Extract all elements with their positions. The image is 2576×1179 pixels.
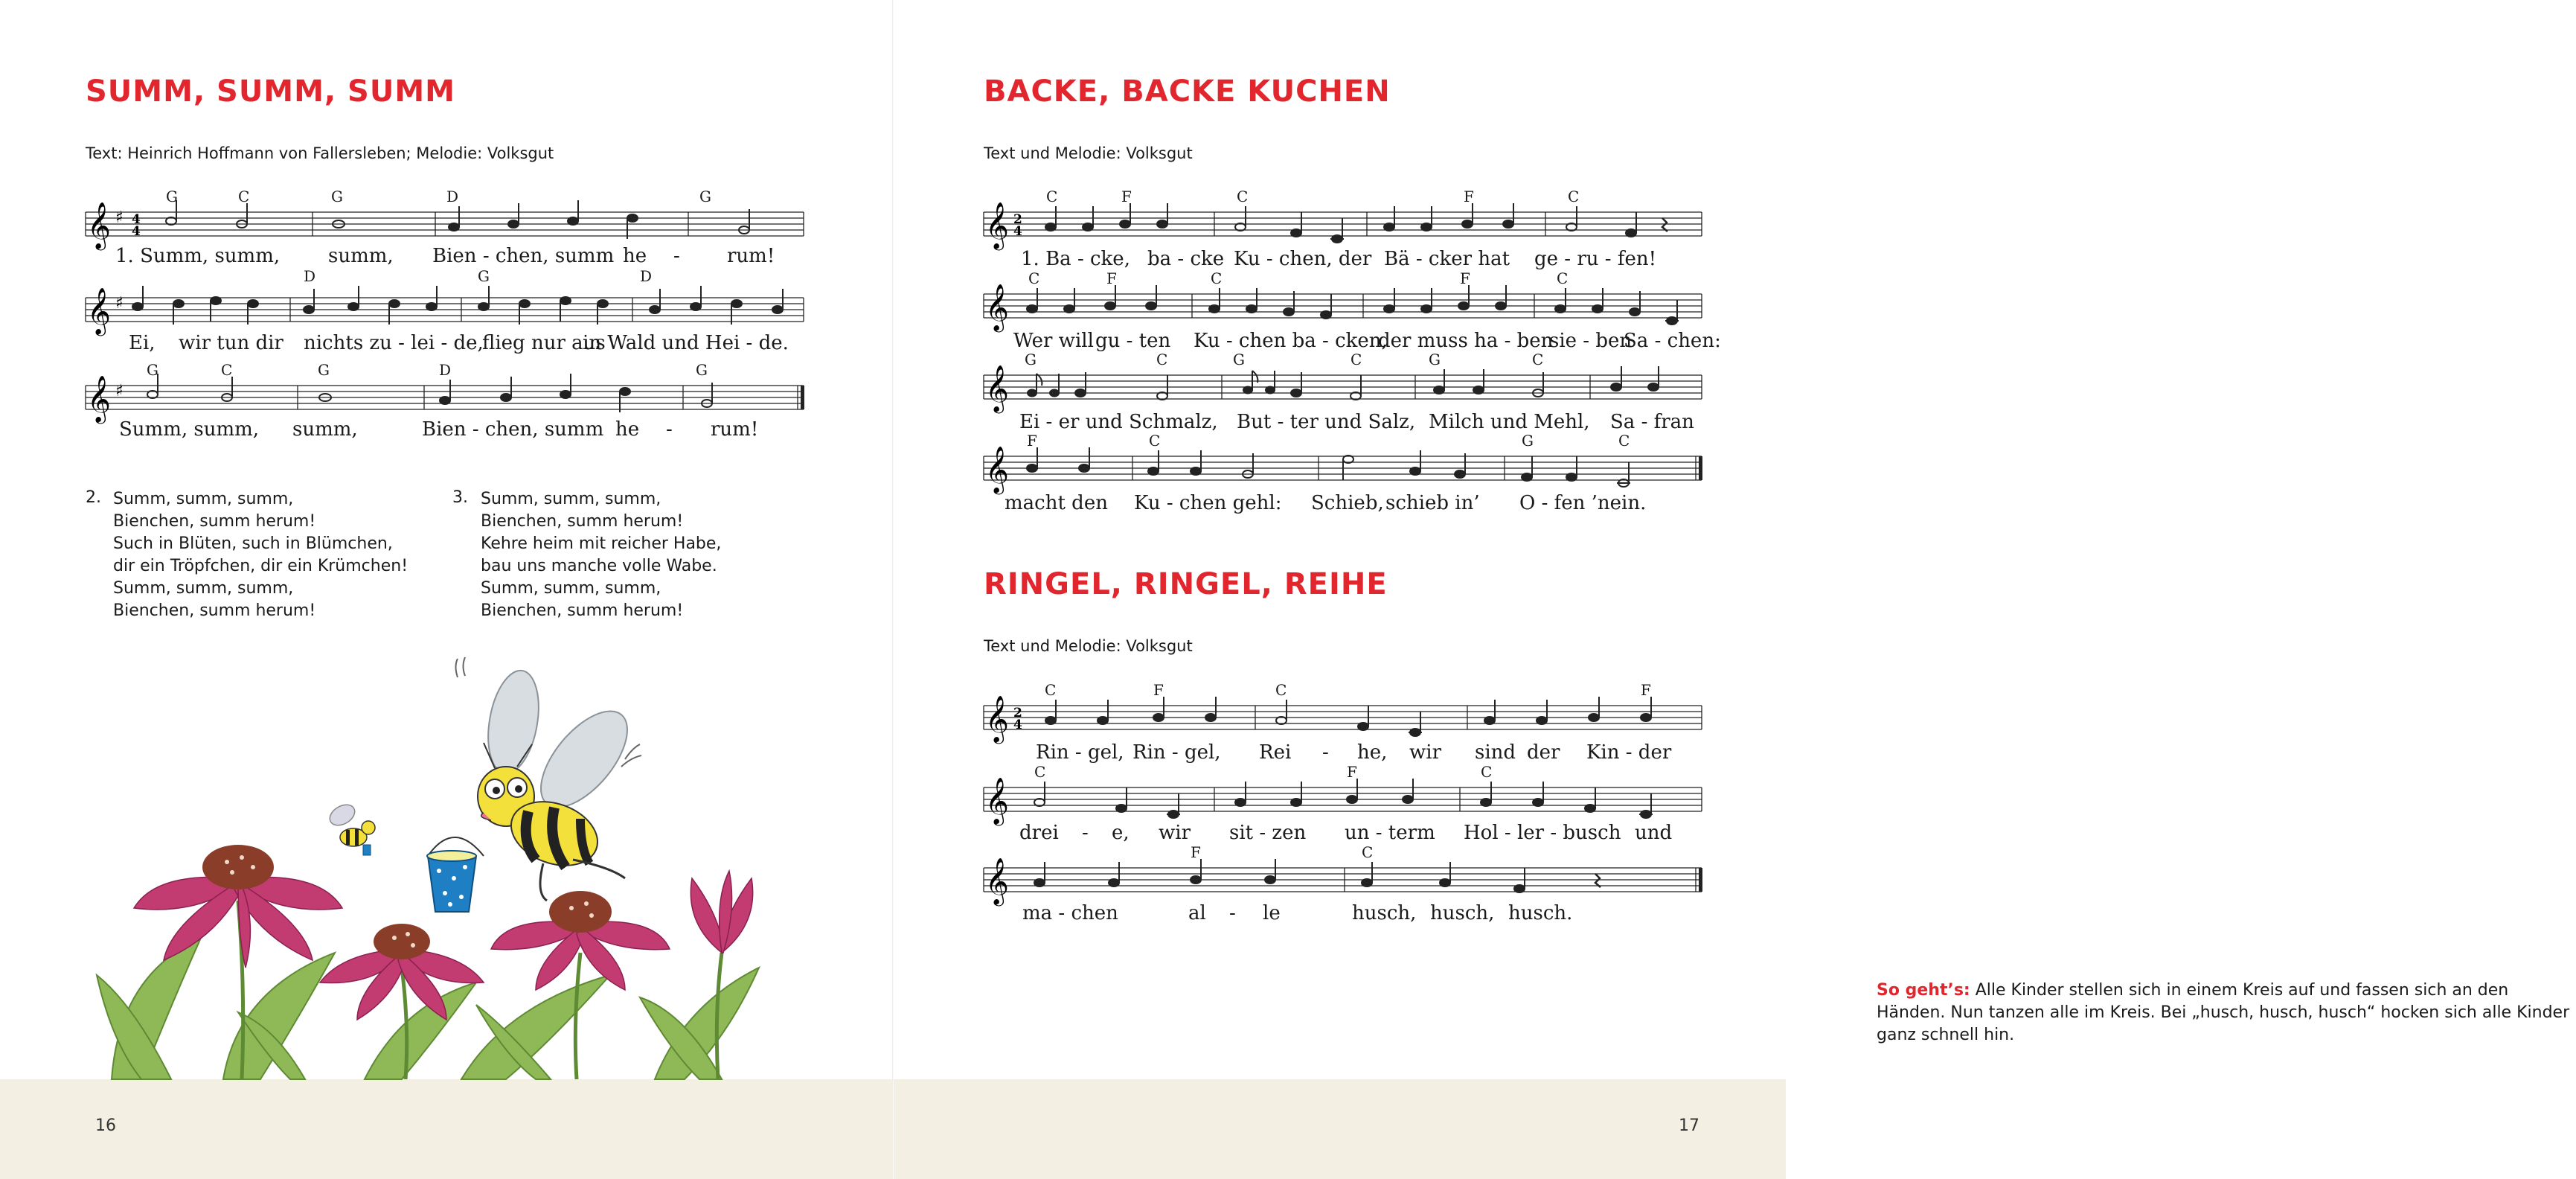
lyric-text: rum! bbox=[711, 418, 759, 441]
music-staff-backe-3 bbox=[984, 353, 1702, 435]
lyric-text: - bbox=[1322, 741, 1329, 764]
lyric-text: Wer will bbox=[1013, 330, 1094, 352]
treble-clef-icon: 𝄞 bbox=[985, 446, 1009, 493]
chord-label: F bbox=[1191, 843, 1201, 861]
lyric-text: Bien - chen, summ bbox=[432, 245, 615, 267]
treble-clef-icon: 𝄞 bbox=[985, 365, 1009, 412]
lyric-text: Summ, summ, bbox=[119, 418, 260, 441]
instructions-label: So geht’s: bbox=[1877, 981, 1970, 1000]
chord-label: G bbox=[1429, 351, 1441, 368]
lyric-text: Bä - cker hat bbox=[1384, 248, 1510, 270]
treble-clef-icon: 𝄞 bbox=[985, 695, 1009, 742]
chord-label: C bbox=[1237, 188, 1249, 205]
right-page bbox=[893, 0, 2570, 1179]
lyric-text: schieb in’ bbox=[1385, 492, 1480, 514]
stanza-line: Kehre heim mit reicher Habe, bbox=[481, 534, 722, 553]
stanza-line: Summ, summ, summ, bbox=[113, 490, 294, 508]
svg-text:4: 4 bbox=[132, 212, 141, 227]
music-staff-summ-1 bbox=[86, 188, 804, 267]
stanza-line: Such in Blüten, such in Blümchen, bbox=[113, 534, 393, 553]
lyric-text: husch, bbox=[1352, 902, 1417, 924]
chord-label: F bbox=[1464, 188, 1474, 205]
stanza-line: bau uns manche volle Wabe. bbox=[481, 557, 717, 575]
lyric-text: der bbox=[1527, 741, 1560, 764]
flower-icon bbox=[134, 845, 342, 968]
lyric-text: Kin - der bbox=[1586, 741, 1672, 764]
lyric-text: husch. bbox=[1508, 902, 1573, 924]
chord-label: F bbox=[1027, 432, 1037, 450]
chord-label: C bbox=[1568, 188, 1580, 205]
lyric-text: gu - ten bbox=[1095, 330, 1171, 352]
chord-label: C bbox=[1351, 351, 1362, 368]
svg-text:4: 4 bbox=[1013, 718, 1022, 732]
music-staff-ringel-1 bbox=[984, 683, 1702, 765]
lyric-text: he bbox=[615, 418, 640, 441]
chord-label: G bbox=[1233, 351, 1245, 368]
music-staff-ringel-3 bbox=[984, 843, 1702, 927]
lyric-text: un - term bbox=[1345, 822, 1435, 844]
chord-label: C bbox=[1034, 763, 1046, 781]
chord-label: G bbox=[166, 188, 178, 205]
lyric-text: he bbox=[623, 245, 647, 267]
chord-label: G bbox=[699, 188, 711, 205]
music-staff-backe-1 bbox=[984, 190, 1702, 272]
lyric-text: ma - chen bbox=[1022, 902, 1118, 924]
chord-label: C bbox=[1362, 843, 1374, 861]
treble-clef-icon: 𝄞 bbox=[87, 287, 111, 334]
lyric-text: Milch und Mehl, bbox=[1429, 411, 1590, 433]
song-credit-backe: Text und Melodie: Volksgut bbox=[984, 144, 1193, 162]
lyric-text: But - ter und Salz, bbox=[1237, 411, 1416, 433]
chord-label: C bbox=[1211, 269, 1223, 287]
lyric-text: Hol - ler - busch bbox=[1464, 822, 1621, 844]
lyric-text: - bbox=[666, 418, 673, 441]
chord-label: C bbox=[1149, 432, 1161, 450]
chord-label: G bbox=[318, 361, 330, 379]
lyric-text: Sa - chen: bbox=[1624, 330, 1721, 352]
chord-label: G bbox=[696, 361, 708, 379]
chord-label: F bbox=[1641, 681, 1651, 699]
lyric-text: summ, bbox=[292, 418, 358, 441]
svg-text:4: 4 bbox=[132, 224, 141, 239]
flower-bud-icon bbox=[691, 871, 752, 953]
lyric-text: Schieb, bbox=[1311, 492, 1384, 514]
lyric-text: Ku - chen ba - cken, bbox=[1194, 330, 1388, 352]
stanza-line: Summ, summ, summ, bbox=[113, 579, 294, 598]
lyric-text: flieg nur aus bbox=[482, 332, 606, 354]
treble-clef-icon: 𝄞 bbox=[87, 375, 111, 422]
treble-clef-icon: 𝄞 bbox=[985, 202, 1009, 249]
svg-text:♯: ♯ bbox=[115, 382, 124, 400]
chord-label: G bbox=[1025, 351, 1037, 368]
lyric-text: - bbox=[1229, 902, 1236, 924]
instructions-paragraph bbox=[1877, 980, 2576, 1047]
song-title-ringel: RINGEL, RINGEL, REIHE bbox=[984, 567, 1388, 601]
chord-label: G bbox=[478, 267, 490, 285]
lyric-text: wir bbox=[1159, 822, 1191, 844]
lyric-text: nichts zu - lei - de, bbox=[304, 332, 484, 354]
chord-label: C bbox=[1481, 763, 1493, 781]
chord-label: C bbox=[238, 188, 250, 205]
chord-label: F bbox=[1153, 681, 1164, 699]
lyric-text: le bbox=[1263, 902, 1281, 924]
chord-label: F bbox=[1121, 188, 1132, 205]
chord-label: C bbox=[1557, 269, 1569, 287]
chord-label: C bbox=[1028, 269, 1040, 287]
lyric-text: Sa - fran bbox=[1610, 411, 1694, 433]
chord-label: F bbox=[1460, 269, 1470, 287]
chord-label: G bbox=[331, 188, 343, 205]
stanza-line: Bienchen, summ herum! bbox=[481, 601, 684, 620]
treble-clef-icon: 𝄞 bbox=[87, 202, 111, 249]
lyric-text: ge - ru - fen! bbox=[1534, 248, 1657, 270]
lyric-text: und bbox=[1635, 822, 1673, 844]
lyric-text: Ku - chen, der bbox=[1234, 248, 1372, 270]
stanza-line: Summ, summ, summ, bbox=[481, 490, 661, 508]
chord-label: C bbox=[1045, 681, 1057, 699]
lyric-text: - bbox=[673, 245, 680, 267]
page-number: 17 bbox=[1679, 1116, 1699, 1135]
lyric-text: O - fen ’nein. bbox=[1519, 492, 1647, 514]
flower-icon bbox=[491, 891, 670, 990]
lyric-text: ba - cke bbox=[1147, 248, 1225, 270]
bee-flowers-illustration bbox=[89, 655, 804, 1079]
chord-label: C bbox=[221, 361, 233, 379]
bee-icon bbox=[427, 667, 643, 912]
song-credit-summ: Text: Heinrich Hoffmann von Fallersleben; Melodie: Volksgut bbox=[86, 144, 554, 162]
svg-text:2: 2 bbox=[1013, 212, 1022, 227]
stanza-line: dir ein Tröpfchen, dir ein Krümchen! bbox=[113, 557, 408, 575]
lyric-text: he, bbox=[1357, 741, 1388, 764]
left-page bbox=[0, 0, 893, 1179]
lyric-text: Bien - chen, summ bbox=[422, 418, 604, 441]
lyric-text: Rin - gel, bbox=[1036, 741, 1124, 764]
chord-label: D bbox=[446, 188, 459, 205]
lyric-text: sit - zen bbox=[1229, 822, 1307, 844]
lyric-text: 1. Ba - cke, bbox=[1021, 248, 1130, 270]
lyric-text: wir bbox=[1409, 741, 1441, 764]
lyric-text: summ, bbox=[328, 245, 394, 267]
music-staff-backe-2 bbox=[984, 269, 1721, 354]
stanza-line: Summ, summ, summ, bbox=[481, 579, 661, 598]
lyric-text: sie - ben bbox=[1549, 330, 1633, 352]
lyric-text: e, bbox=[1112, 822, 1130, 844]
music-staff-ringel-2 bbox=[984, 765, 1702, 847]
svg-text:2: 2 bbox=[1013, 706, 1022, 720]
small-bee-icon bbox=[326, 801, 375, 855]
chord-label: C bbox=[1532, 351, 1544, 368]
chord-label: D bbox=[304, 267, 316, 285]
lyric-text: 1. Summ, summ, bbox=[115, 245, 281, 267]
lyric-text: macht den bbox=[1005, 492, 1108, 514]
lyric-text: al bbox=[1188, 902, 1206, 924]
chord-label: G bbox=[1522, 432, 1534, 450]
page-number: 16 bbox=[95, 1116, 116, 1135]
treble-clef-icon: 𝄞 bbox=[985, 284, 1009, 330]
music-staff-summ-2 bbox=[86, 267, 804, 354]
chord-label: F bbox=[1347, 763, 1357, 781]
lyric-text: sind bbox=[1475, 741, 1516, 764]
stanza-line: Bienchen, summ herum! bbox=[113, 601, 316, 620]
lyric-text: in Wald und Hei - de. bbox=[583, 332, 789, 354]
stanza-number: 2. bbox=[86, 488, 101, 507]
song-credit-ringel: Text und Melodie: Volksgut bbox=[984, 637, 1193, 655]
stanza-line: Bienchen, summ herum! bbox=[113, 512, 316, 531]
svg-text:♯: ♯ bbox=[115, 208, 124, 227]
lyric-text: drei bbox=[1019, 822, 1059, 844]
music-staff-summ-3 bbox=[86, 361, 804, 441]
svg-text:♯: ♯ bbox=[115, 294, 124, 313]
lyric-text: Ku - chen gehl: bbox=[1134, 492, 1282, 514]
instructions-text: Alle Kinder stellen sich in einem Kreis auf und fassen sich an den Händen. Nun tanzen alle im Kreis. Bei „husch, husch, husch“ hocken sich alle Kinder ganz schnell hin. bbox=[1877, 981, 2570, 1044]
lyric-text: wir tun dir bbox=[179, 332, 283, 354]
lyric-text: husch, bbox=[1430, 902, 1495, 924]
chord-label: G bbox=[147, 361, 158, 379]
music-staff-backe-4 bbox=[984, 434, 1702, 516]
lyric-text: - bbox=[1082, 822, 1089, 844]
song-title-summ: SUMM, SUMM, SUMM bbox=[86, 74, 455, 109]
lyric-text: Ei - er und Schmalz, bbox=[1019, 411, 1218, 433]
lyric-text: Rei bbox=[1259, 741, 1292, 764]
chord-label: C bbox=[1156, 351, 1168, 368]
chord-label: D bbox=[640, 267, 653, 285]
chord-label: C bbox=[1046, 188, 1058, 205]
chord-label: F bbox=[1106, 269, 1117, 287]
treble-clef-icon: 𝄞 bbox=[985, 857, 1009, 904]
lyric-text: der muss ha - ben bbox=[1378, 330, 1554, 352]
lyric-text: rum! bbox=[727, 245, 775, 267]
stanza-line: Bienchen, summ herum! bbox=[481, 512, 684, 531]
chord-label: D bbox=[439, 361, 452, 379]
song-title-backe: BACKE, BACKE KUCHEN bbox=[984, 74, 1391, 109]
chord-label: C bbox=[1275, 681, 1287, 699]
lyric-text: Ei, bbox=[129, 332, 156, 354]
lyric-text: Rin - gel, bbox=[1132, 741, 1221, 764]
svg-text:4: 4 bbox=[1013, 224, 1022, 239]
chord-label: C bbox=[1618, 432, 1630, 450]
treble-clef-icon: 𝄞 bbox=[985, 777, 1009, 824]
stanza-number: 3. bbox=[452, 488, 468, 507]
